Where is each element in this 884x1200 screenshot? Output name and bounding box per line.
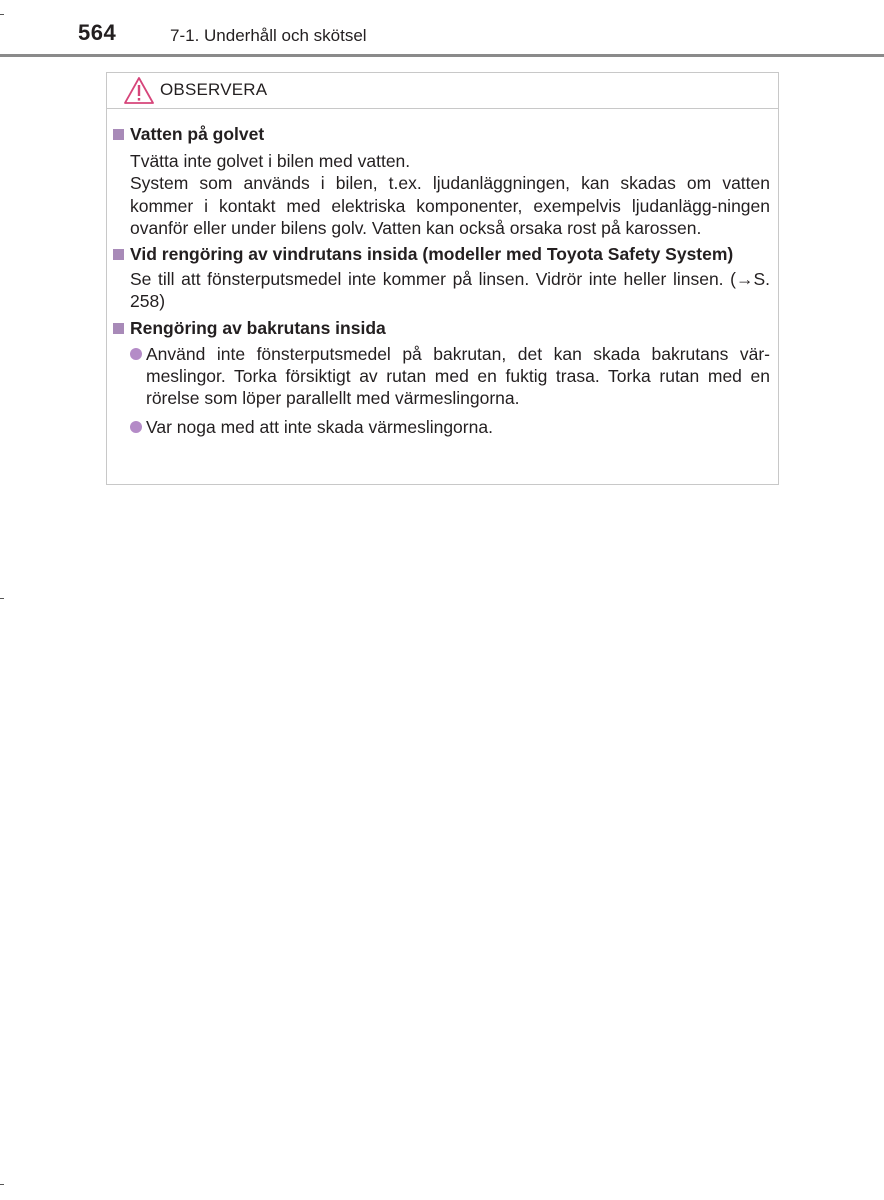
section-heading-text: Rengöring av bakrutans insida (130, 317, 386, 338)
crop-mark (0, 598, 4, 599)
caution-body (107, 109, 778, 438)
round-bullet-icon (130, 421, 142, 433)
square-bullet-icon (113, 129, 124, 140)
caution-label: OBSERVERA (160, 80, 268, 99)
round-bullet-icon (130, 348, 142, 360)
page-header (0, 0, 884, 58)
section-heading (113, 317, 770, 339)
square-bullet-icon (113, 323, 124, 334)
list-item-text: Använd inte fönsterputsmedel på bakrutan, det kan skada bakrutans vär-meslingor. Torka försiktigt av rutan med en fuktig trasa. Torka rutan med en rörelse som löper parallellt med värmeslingorna. (146, 343, 770, 409)
list-item-text: Var noga med att inte skada värmeslingorna. (146, 416, 493, 437)
square-bullet-icon (113, 249, 124, 260)
section-heading (113, 123, 770, 145)
section-heading-text: Vatten på golvet (130, 124, 265, 144)
section-rear-window (113, 317, 770, 438)
section-water-floor (113, 123, 770, 239)
paragraph: Tvätta inte golvet i bilen med vatten. (130, 151, 411, 171)
paragraph: Se till att fönsterputsmedel inte kommer på linsen. Vidrör inte heller linsen. (→S. 258) (130, 269, 770, 312)
section-windshield (113, 243, 770, 313)
crop-mark (0, 1184, 4, 1185)
warning-triangle-icon (123, 76, 155, 105)
paragraph: System som används i bilen, t.ex. ljudanläggningen, kan skadas om vatten kommer i kontakt med elektriska komponenter, exempelvis ljudanlägg-ningen ovanför eller under bilens golv. Vatten kan också orsaka rost på karossen. (130, 173, 770, 238)
caution-box (106, 72, 779, 485)
section-heading-text: Vid rengöring av vindrutans insida (modeller med Toyota Safety System) (130, 244, 734, 265)
section-heading (113, 243, 770, 265)
page-number: 564 (78, 20, 117, 45)
list-item (113, 416, 770, 438)
caution-header (107, 73, 778, 109)
header-rule (0, 54, 884, 57)
section-title: 7-1. Underhåll och skötsel (170, 26, 367, 45)
list-item (113, 343, 770, 410)
